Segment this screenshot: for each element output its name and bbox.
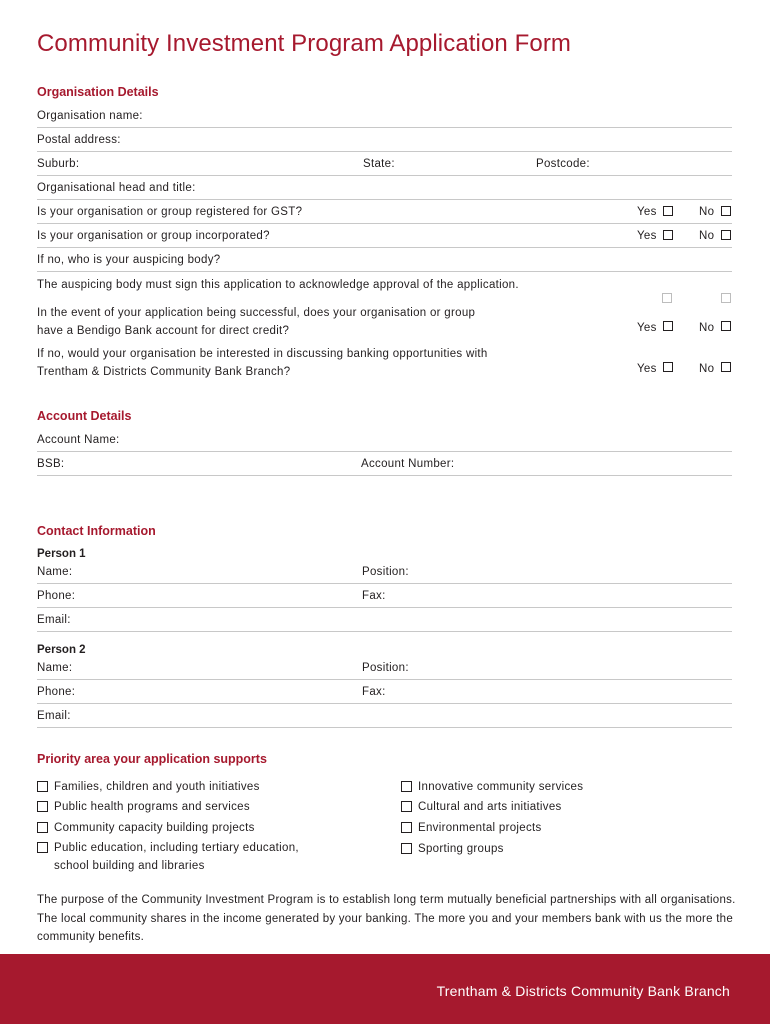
auspicing-note: The auspicing body must sign this application to acknowledge approval of the application.	[37, 279, 519, 291]
account-name-label: Account Name:	[37, 434, 120, 446]
priority-checkbox-public-education[interactable]	[37, 842, 48, 853]
suburb-label: Suburb:	[37, 158, 80, 170]
person-2-name-row[interactable]	[37, 656, 732, 680]
banking-no-label: No	[699, 363, 715, 375]
banking-opportunities-question-line2: Trentham & Districts Community Bank Branch?	[37, 366, 291, 378]
priority-label-innovative: Innovative community services	[418, 781, 584, 793]
organisation-name-label: Organisation name:	[37, 110, 143, 122]
person-2-phone-label: Phone:	[37, 686, 76, 698]
footer-branch-name: Trentham & Districts Community Bank Branch	[436, 983, 730, 999]
person-2-title: Person 2	[37, 644, 86, 656]
priority-label-public-education: Public education, including tertiary education,	[54, 842, 299, 854]
state-label: State:	[363, 158, 395, 170]
priority-label-families: Families, children and youth initiatives	[54, 781, 260, 793]
organisation-details-heading: Organisation Details	[37, 85, 159, 99]
incorporated-question-row	[37, 224, 732, 248]
bsb-label: BSB:	[37, 458, 65, 470]
organisational-head-label: Organisational head and title:	[37, 182, 196, 194]
incorporated-no-checkbox[interactable]	[721, 230, 731, 240]
auspicing-question: If no, who is your auspicing body?	[37, 254, 221, 266]
person-2-fax-label: Fax:	[362, 686, 386, 698]
program-purpose-text: The purpose of the Community Investment Program is to establish long term mutually beneficial partnerships with all organisations. The local community shares in the income generated by your banking. The more you and your members bank with us the more the community benefits.	[37, 894, 736, 943]
priority-label-public-education-line2: school building and libraries	[54, 860, 205, 872]
priority-area-heading: Priority area your application supports	[37, 752, 267, 766]
person-1-fax-label: Fax:	[362, 590, 386, 602]
gst-no-checkbox[interactable]	[721, 206, 731, 216]
person-2-name-label: Name:	[37, 662, 73, 674]
person-2-email-label: Email:	[37, 710, 71, 722]
bank-account-question-line1: In the event of your application being successful, does your organisation or group	[37, 307, 476, 319]
person-1-email-label: Email:	[37, 614, 71, 626]
priority-checkbox-environmental[interactable]	[401, 822, 412, 833]
person-2-email-row[interactable]	[37, 704, 732, 728]
person-1-phone-row[interactable]	[37, 584, 732, 608]
account-name-field[interactable]	[37, 428, 732, 452]
incorporated-no-label: No	[699, 230, 715, 242]
bsb-account-number-row[interactable]	[37, 452, 732, 476]
bank-account-question-line2: have a Bendigo Bank account for direct credit?	[37, 325, 290, 337]
banking-no-checkbox[interactable]	[721, 362, 731, 372]
unlabeled-checkbox-right[interactable]	[721, 293, 731, 303]
person-2-phone-row[interactable]	[37, 680, 732, 704]
bank-yes-label: Yes	[637, 322, 657, 334]
postal-address-field[interactable]	[37, 128, 732, 152]
priority-label-capacity-building: Community capacity building projects	[54, 822, 255, 834]
postcode-label: Postcode:	[536, 158, 590, 170]
incorporated-question: Is your organisation or group incorporated?	[37, 230, 270, 242]
priority-label-public-health: Public health programs and services	[54, 801, 250, 813]
incorporated-yes-checkbox[interactable]	[663, 230, 673, 240]
priority-checkbox-capacity-building[interactable]	[37, 822, 48, 833]
gst-question-row	[37, 200, 732, 224]
auspicing-note-row	[37, 272, 732, 296]
account-details-heading: Account Details	[37, 409, 132, 423]
person-1-name-row[interactable]	[37, 560, 732, 584]
postal-address-label: Postal address:	[37, 134, 121, 146]
organisational-head-field[interactable]	[37, 176, 732, 200]
account-number-label: Account Number:	[361, 458, 455, 470]
person-1-name-label: Name:	[37, 566, 73, 578]
banking-yes-label: Yes	[637, 363, 657, 375]
gst-question: Is your organisation or group registered for GST?	[37, 206, 303, 218]
form-title: Community Investment Program Application Form	[37, 30, 572, 57]
banking-yes-checkbox[interactable]	[663, 362, 673, 372]
address-row	[37, 152, 732, 176]
person-1-phone-label: Phone:	[37, 590, 76, 602]
person-1-position-label: Position:	[362, 566, 409, 578]
unlabeled-checkbox-left[interactable]	[662, 293, 672, 303]
priority-checkbox-families[interactable]	[37, 781, 48, 792]
priority-checkbox-cultural-arts[interactable]	[401, 801, 412, 812]
organisation-name-field[interactable]	[37, 104, 732, 128]
priority-label-sporting: Sporting groups	[418, 843, 504, 855]
gst-yes-checkbox[interactable]	[663, 206, 673, 216]
gst-yes-label: Yes	[637, 206, 657, 218]
bank-yes-checkbox[interactable]	[663, 321, 673, 331]
priority-checkbox-public-health[interactable]	[37, 801, 48, 812]
person-2-position-label: Position:	[362, 662, 409, 674]
bank-no-label: No	[699, 322, 715, 334]
incorporated-yes-label: Yes	[637, 230, 657, 242]
bank-no-checkbox[interactable]	[721, 321, 731, 331]
priority-label-cultural-arts: Cultural and arts initiatives	[418, 801, 562, 813]
priority-label-environmental: Environmental projects	[418, 822, 542, 834]
contact-information-heading: Contact Information	[37, 524, 156, 538]
priority-checkbox-innovative[interactable]	[401, 781, 412, 792]
priority-checkbox-sporting[interactable]	[401, 843, 412, 854]
person-1-email-row[interactable]	[37, 608, 732, 632]
auspicing-body-field[interactable]	[37, 248, 732, 272]
person-1-title: Person 1	[37, 548, 86, 560]
footer-bar	[0, 954, 770, 1024]
gst-no-label: No	[699, 206, 715, 218]
banking-opportunities-question-line1: If no, would your organisation be interested in discussing banking opportunities with	[37, 348, 488, 360]
